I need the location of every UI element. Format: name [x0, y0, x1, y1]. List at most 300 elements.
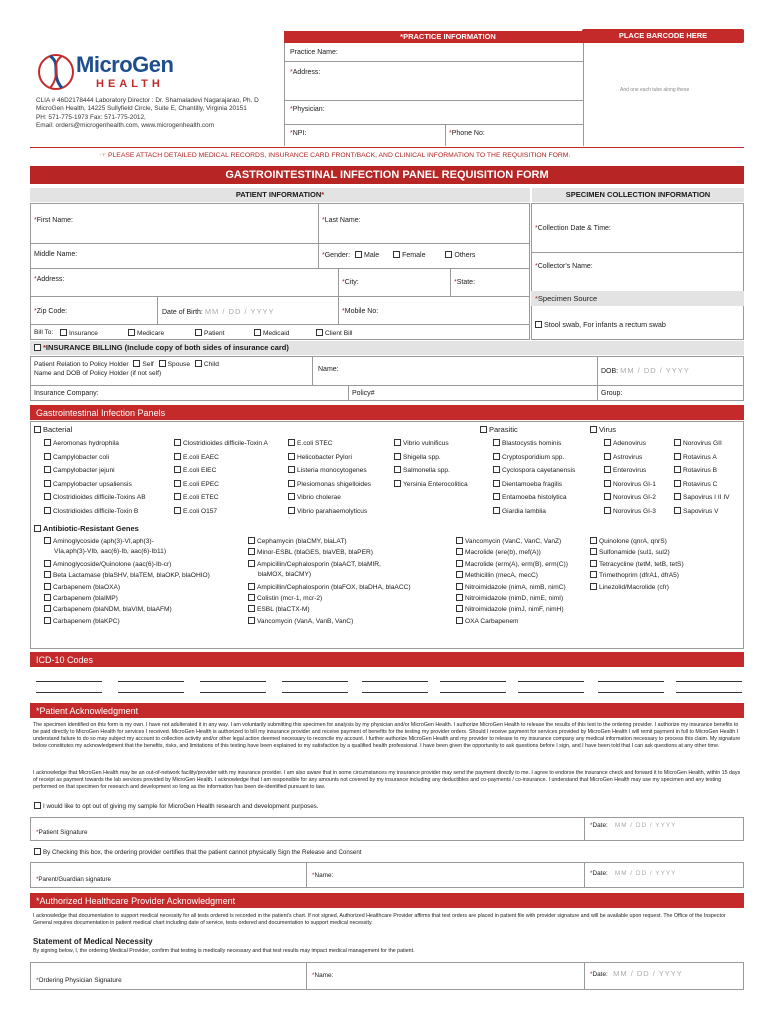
amr-group-checkbox[interactable]: Antibiotic-Resistant Genes	[34, 525, 139, 534]
option-label: Campylobacter jejuni	[53, 467, 115, 475]
checkbox[interactable]	[248, 537, 255, 544]
divider	[584, 862, 585, 888]
checkbox[interactable]	[674, 480, 681, 487]
option-label: Clostridioides difficile-Toxins AB	[53, 494, 146, 502]
checkbox[interactable]	[248, 617, 255, 624]
checkbox[interactable]	[44, 493, 51, 500]
option-label: Blastocystis hominis	[502, 440, 562, 447]
option-label: Ampicillin/Cephalosporin (blaACT, blaMIR,	[257, 560, 381, 568]
option-label: Cyclospora cayetanensis	[502, 467, 576, 475]
checkbox[interactable]	[394, 453, 401, 460]
panel-option[interactable]	[248, 594, 322, 603]
icd-code-line[interactable]	[518, 681, 584, 682]
insurance-name-label: Name:	[318, 366, 339, 373]
gender-others-checkbox[interactable]	[445, 251, 452, 258]
option-label: Rotavirus B	[683, 467, 718, 475]
panel-option[interactable]	[590, 583, 669, 592]
panel-option[interactable]	[674, 507, 719, 516]
panel-option[interactable]	[248, 537, 347, 546]
divider	[284, 124, 584, 125]
panel-option[interactable]	[674, 466, 717, 475]
dna-logo-icon	[36, 50, 76, 94]
panel-option[interactable]	[456, 537, 561, 546]
insurance-dob-field: DOB: MM / DD / YYYY	[601, 366, 690, 375]
divider	[30, 268, 530, 269]
icd-code-line[interactable]	[440, 681, 506, 682]
checkbox[interactable]	[456, 583, 463, 590]
option-label: Clostridioides difficile-Toxin B	[53, 508, 139, 515]
option-label: Macrolide (erm(A), erm(B), erm(C))	[465, 560, 568, 568]
option-label: Aminoglycoside/Quinolone (aac(6)-Ib-cr)	[53, 560, 172, 568]
panel-option[interactable]	[174, 507, 217, 516]
checkbox[interactable]	[394, 466, 401, 473]
option-label: Methicillin (mecA, mecC)	[465, 572, 538, 580]
bacterial-group-checkbox[interactable]: Bacterial	[34, 426, 72, 435]
panels-title: Gastrointestinal Infection Panels	[30, 405, 744, 420]
panel-option[interactable]	[288, 480, 371, 489]
panel-option[interactable]	[604, 439, 646, 448]
option-label: Sapovirus V	[683, 508, 719, 515]
option-label: E.coli EIEC	[183, 467, 217, 475]
lab-info-line: MicroGen Health, 14225 Sullyfield Circle, Suite E, Chantilly, Virginia 20151	[36, 105, 247, 113]
divider	[284, 61, 584, 62]
phone-label: *Phone No:	[449, 130, 485, 137]
panel-option[interactable]	[394, 480, 468, 489]
divider	[318, 203, 319, 243]
checkbox[interactable]	[44, 466, 51, 473]
gender-female-checkbox[interactable]	[393, 251, 400, 258]
panel-option[interactable]	[248, 617, 353, 626]
option-label: Adenovirus	[613, 440, 646, 447]
option-label: VIa,aph(3)-VIb, aac(6)-Ib, aac(6)-Ib11)	[54, 548, 167, 556]
checkbox[interactable]	[604, 439, 611, 446]
icd-code-line[interactable]	[440, 692, 506, 693]
panel-option[interactable]	[456, 571, 538, 580]
checkbox[interactable]	[456, 605, 463, 612]
panel-option[interactable]	[288, 466, 367, 475]
option-label: Carbapenem (blaIMP)	[53, 595, 118, 602]
patient-date-field: *Date: MM / DD / YYYY	[590, 822, 677, 829]
panel-option[interactable]	[44, 560, 171, 569]
panel-option[interactable]	[456, 605, 564, 614]
panel-option[interactable]	[44, 571, 210, 580]
panel-option[interactable]	[44, 594, 118, 603]
option-label: Clostridioides difficile-Toxin A	[183, 440, 268, 447]
panel-option[interactable]	[44, 466, 115, 475]
checkbox[interactable]	[493, 466, 500, 473]
option-label: Salmonella spp.	[403, 467, 450, 475]
option-label: Helicobacter Pylori	[297, 453, 352, 461]
option-label: E.coli EPEC	[183, 480, 219, 488]
icd-code-line[interactable]	[598, 692, 664, 693]
checkbox[interactable]	[288, 507, 295, 514]
option-label: Nitroimidazole (nimD, nimE, nimI)	[465, 595, 564, 602]
virus-group-checkbox[interactable]: Virus	[590, 426, 616, 435]
form-title: GASTROINTESTINAL INFECTION PANEL REQUISITION FORM	[30, 166, 744, 184]
city-label: *City:	[342, 279, 359, 286]
checkbox[interactable]	[456, 617, 463, 624]
npi-label: *NPI:	[290, 130, 307, 137]
provider-paragraph: I acknowledge that documentation to support medical necessity for all tests ordered is recorded in the patient's chart. If not signed, Authorized Healthcare Provider affirms that test orders are placed in patient file with provider signature and will be available upon request. The Office of the Inspector General requires documentation in patient medical chart including date of service, tests ordered and documentation to support medical necessity.	[33, 913, 726, 927]
panel-option[interactable]	[288, 507, 367, 516]
checkbox[interactable]	[248, 594, 255, 601]
option-label: blaMOX, blaCMY)	[258, 571, 312, 579]
option-label: Campylobacter coli	[53, 453, 110, 461]
panel-option[interactable]	[248, 583, 411, 592]
panel-option[interactable]	[174, 453, 219, 462]
icd-code-line[interactable]	[118, 681, 184, 682]
guardian-date-field: *Date: MM / DD / YYYY	[590, 870, 677, 877]
divider	[445, 124, 446, 146]
option-label: Plesiomonas shigelloides	[297, 480, 372, 488]
last-name-label: *Last Name:	[322, 217, 361, 224]
insurance-dob-placeholder[interactable]: MM / DD / YYYY	[620, 366, 690, 375]
divider	[30, 385, 744, 386]
checkbox[interactable]	[493, 507, 500, 514]
option-label: Rotavirus A	[683, 453, 717, 461]
gender-field: *Gender: Male Female Others	[322, 252, 476, 259]
panel-option[interactable]	[174, 480, 219, 489]
panel-option[interactable]	[288, 439, 333, 448]
panel-option[interactable]	[456, 560, 568, 569]
panel-option[interactable]	[590, 560, 684, 569]
checkbox[interactable]	[288, 453, 295, 460]
option-label: Cephamycin (blaCMY, blaLAT)	[257, 538, 347, 545]
checkbox[interactable]	[674, 507, 681, 514]
divider	[584, 962, 585, 990]
checkbox[interactable]	[590, 537, 597, 544]
panel-option[interactable]	[493, 493, 567, 502]
checkbox[interactable]	[174, 466, 181, 473]
divider	[306, 962, 307, 990]
panel-option[interactable]	[394, 453, 441, 462]
panel-option[interactable]	[590, 548, 670, 557]
option-label: Linezolid/Macrolide (cfr)	[599, 583, 669, 591]
checkbox[interactable]	[590, 548, 597, 555]
checkbox[interactable]	[590, 571, 597, 578]
ack-paragraph-2: I acknowledge that MicroGen Health may be an out-of-network facility/provider with my insurance provider. I am also aware that in some circumstances my insurance provider may send the payment directly to me. I agree to endorse the insurance check and forward it to MicroGen Health, within 15 days of receipt as payment towards the lab services provided by MicroGen Health. I acknowledge that I am responsible for any amounts not covered by my insurance including any deductibles and co-payments / co-insurance. I understand that MicroGen Health may use my specimen and any testing performed on that specimen for research and development so long as the information has been de-identified pursuant to law.	[33, 770, 741, 791]
checkbox[interactable]	[44, 594, 51, 601]
insurance-billing-option[interactable]: *INSURANCE BILLING (Include copy of both sides of insurance card)	[34, 344, 289, 353]
option-label: Aminoglycoside (aph(3)-VI,aph(3)-	[53, 538, 154, 545]
panel-option[interactable]	[590, 537, 667, 546]
option-label: Colistin (mcr-1, mcr-2)	[257, 595, 323, 602]
panel-option[interactable]	[394, 466, 450, 475]
checkbox[interactable]	[248, 583, 255, 590]
icd-code-line[interactable]	[200, 692, 266, 693]
option-label: E.coli O157	[183, 508, 218, 515]
checkbox[interactable]	[456, 571, 463, 578]
panel-option[interactable]	[604, 453, 642, 462]
checkbox[interactable]	[174, 439, 181, 446]
checkbox[interactable]	[456, 560, 463, 567]
option-label: Astrovirus	[613, 453, 643, 461]
checkbox[interactable]	[456, 537, 463, 544]
panel-option[interactable]	[604, 507, 656, 516]
lab-info	[36, 97, 259, 130]
option-label: Enterovirus	[613, 467, 647, 475]
checkbox[interactable]	[44, 583, 51, 590]
patient-info-title: PATIENT INFORMATION*	[30, 188, 530, 202]
relation-field: Patient Relation to Policy Holder Self Spouse Child	[34, 361, 219, 368]
checkbox[interactable]	[604, 507, 611, 514]
divider	[30, 147, 744, 148]
option-label: Rotavirus C	[683, 480, 718, 488]
option-label: Macrolide (ere(b), mef(A))	[465, 549, 541, 557]
opt-out-checkbox[interactable]: I would like to opt out of giving my sample for MicroGen Health research and development purposes.	[34, 802, 319, 810]
option-label: Norovirus GI-3	[613, 508, 656, 515]
checkbox[interactable]	[604, 480, 611, 487]
panel-option[interactable]	[44, 439, 119, 448]
panel-option[interactable]	[604, 493, 656, 502]
panel-option[interactable]	[44, 507, 138, 516]
checkbox[interactable]	[44, 507, 51, 514]
physician-date-placeholder[interactable]: MM / DD / YYYY	[613, 969, 683, 978]
panel-option[interactable]	[288, 493, 341, 502]
checkbox[interactable]	[288, 480, 295, 487]
divider	[348, 385, 349, 401]
panel-option[interactable]	[174, 466, 216, 475]
practice-name-label: Practice Name:	[290, 49, 338, 56]
option-label: Minor-ESBL (blaGES, blaVEB, blaPER)	[257, 549, 373, 557]
panel-option[interactable]	[44, 617, 120, 626]
relation-spouse-checkbox[interactable]	[159, 360, 166, 367]
panel-option[interactable]	[590, 571, 679, 580]
bill-medicare-option[interactable]: Medicare	[128, 329, 164, 338]
checkbox[interactable]	[674, 493, 681, 500]
panel-option[interactable]	[674, 493, 730, 502]
option-label: Shigella spp.	[403, 453, 441, 461]
checkbox[interactable]	[456, 594, 463, 601]
panel-option[interactable]	[456, 583, 566, 592]
patient-signature-label: *Patient Signature	[36, 829, 88, 836]
checkbox[interactable]	[288, 466, 295, 473]
physician-label: *Physician:	[290, 106, 325, 113]
checkbox[interactable]	[174, 507, 181, 514]
option-label: Yersinia Enterocolitica	[403, 480, 468, 488]
checkbox[interactable]	[456, 548, 463, 555]
bill-patient-option[interactable]: Patient	[195, 329, 225, 338]
panel-option[interactable]	[44, 453, 109, 462]
panel-option[interactable]	[456, 617, 519, 626]
checkbox[interactable]	[288, 439, 295, 446]
bill-medicaid-option[interactable]: Medicaid	[254, 329, 289, 338]
panel-option[interactable]	[174, 439, 268, 448]
panel-option[interactable]	[44, 480, 132, 489]
bill-client-option[interactable]: Client Bill	[316, 329, 352, 338]
physician-date-field: *Date: MM / DD / YYYY	[590, 969, 683, 978]
icd-code-line[interactable]	[282, 692, 348, 693]
necessity-text: By signing below, I, the ordering Medical Provider, confirm that testing is medically necessary and that test results may impact medical management for the patient.	[33, 948, 415, 954]
divider	[318, 243, 319, 268]
panel-option[interactable]	[44, 493, 146, 502]
checkbox[interactable]	[590, 560, 597, 567]
logo-main: MicroGen	[76, 52, 174, 77]
middle-name-label: Middle Name:	[34, 251, 78, 258]
checkbox[interactable]	[248, 605, 255, 612]
insurance-company-label: Insurance Company:	[34, 390, 99, 397]
divider	[450, 268, 451, 296]
panel-option[interactable]	[456, 594, 563, 603]
option-label: Dientamoeba fragilis	[502, 480, 563, 488]
option-label: E.coli EAEC	[183, 453, 219, 461]
panel-option[interactable]	[493, 453, 564, 462]
checkbox[interactable]	[288, 493, 295, 500]
icd-title: ICD-10 Codes	[30, 652, 744, 667]
checkbox[interactable]	[44, 480, 51, 487]
option-label: Giardia lamblia	[502, 508, 546, 515]
divider	[30, 243, 530, 244]
panel-option[interactable]	[674, 453, 717, 462]
dob-field: Date of Birth: MM / DD / YYYY	[162, 307, 275, 316]
panel-option[interactable]	[44, 605, 172, 614]
option-label: Vancomycin (VanC, VanC, VanZ)	[465, 538, 562, 545]
icd-code-line[interactable]	[36, 692, 102, 693]
option-label: Vibrio cholerae	[297, 494, 341, 502]
collector-name-label: *Collector's Name:	[535, 263, 593, 270]
divider	[597, 356, 598, 401]
checkbox[interactable]	[493, 480, 500, 487]
panel-option[interactable]	[493, 466, 575, 475]
checkbox[interactable]	[394, 439, 401, 446]
divider	[531, 252, 744, 253]
panel-option[interactable]	[288, 453, 352, 462]
checkbox[interactable]	[44, 560, 51, 567]
icd-code-line[interactable]	[282, 681, 348, 682]
checkbox[interactable]	[248, 548, 255, 555]
stool-swab-option[interactable]: Stool swab, For infants a rectum swab	[535, 321, 666, 329]
lab-info-line: Email: orders@microgenhealth.com, www.microgenhealth.com	[36, 121, 215, 129]
icd-code-line[interactable]	[362, 692, 428, 693]
checkbox[interactable]	[174, 480, 181, 487]
panel-option[interactable]	[248, 605, 310, 614]
checkbox[interactable]	[604, 493, 611, 500]
icd-code-line[interactable]	[362, 681, 428, 682]
barcode-note: And one each tube along these	[620, 87, 690, 93]
option-label: OXA Carbapenem	[465, 617, 519, 625]
checkbox[interactable]	[44, 537, 51, 544]
checkbox[interactable]	[604, 466, 611, 473]
checkbox[interactable]	[674, 439, 681, 446]
option-label: Aeromonas hydrophila	[53, 440, 119, 447]
checkbox[interactable]	[674, 466, 681, 473]
option-label: Sulfonamide (sul1, sul2)	[599, 549, 670, 557]
checkbox[interactable]	[44, 617, 51, 624]
checkbox[interactable]	[44, 453, 51, 460]
panel-option[interactable]	[493, 507, 546, 516]
checkbox[interactable]	[590, 583, 597, 590]
divider	[157, 296, 158, 324]
panel-option[interactable]	[674, 439, 722, 448]
address-label: *Address:	[290, 69, 321, 76]
relation-self-checkbox[interactable]	[133, 360, 140, 367]
checkbox[interactable]	[394, 480, 401, 487]
panel-option[interactable]	[493, 480, 562, 489]
zip-label: *Zip Code:	[34, 308, 68, 315]
panel-option[interactable]	[174, 493, 219, 502]
panel-option[interactable]	[44, 583, 120, 592]
icd-code-line[interactable]	[518, 692, 584, 693]
state-label: *State:	[454, 279, 476, 286]
relation-child-checkbox[interactable]	[195, 360, 202, 367]
panel-option[interactable]	[248, 560, 381, 569]
source-title: *Specimen Source	[535, 294, 598, 303]
option-label: Vibrio vulnificus	[403, 440, 449, 447]
logo	[30, 48, 270, 98]
checkbox[interactable]	[493, 439, 500, 446]
icd-code-line[interactable]	[598, 681, 664, 682]
divider	[338, 268, 339, 296]
option-label: E.coli ETEC	[183, 494, 219, 502]
checkbox[interactable]	[604, 453, 611, 460]
icd-code-line[interactable]	[676, 692, 742, 693]
checkbox[interactable]	[174, 493, 181, 500]
option-label: Sapovirus I II IV	[683, 494, 730, 502]
option-label: Campylobacter upsaliensis	[53, 480, 132, 488]
panel-option[interactable]	[248, 548, 373, 557]
dob-placeholder[interactable]: MM / DD / YYYY	[204, 307, 275, 316]
icd-code-line[interactable]	[36, 681, 102, 682]
option-label: Quinolone (qnrA, qnrS)	[599, 538, 667, 545]
guardian-signature-label: *Parent/Guardian signature	[36, 876, 111, 883]
panel-option[interactable]	[44, 537, 154, 546]
checkbox[interactable]	[174, 453, 181, 460]
option-label: Tetracycline (tetM, tetB, tetS)	[599, 560, 684, 568]
checkbox[interactable]	[493, 493, 500, 500]
checkbox[interactable]	[44, 439, 51, 446]
option-label: Norovirus GI-2	[613, 494, 656, 502]
divider	[338, 296, 339, 324]
name-dob-label: Name and DOB of Policy Holder (if not self)	[34, 370, 162, 377]
parasitic-group-checkbox[interactable]: Parasitic	[480, 426, 518, 435]
panel-option	[54, 548, 166, 556]
panel-option	[258, 571, 311, 579]
icd-code-line[interactable]	[118, 692, 184, 693]
collection-date-label: *Collection Date & Time:	[535, 225, 611, 232]
patient-date-placeholder[interactable]: MM / DD / YYYY	[614, 822, 677, 829]
checkbox[interactable]	[674, 453, 681, 460]
checkbox[interactable]	[248, 560, 255, 567]
attach-notice: ☞ PLEASE ATTACH DETAILED MEDICAL RECORDS, INSURANCE CARD FRONT/BACK, AND CLINICAL INFORMATION TO THE REQUISITION FORM.	[100, 152, 571, 159]
gender-male-checkbox[interactable]	[355, 251, 362, 258]
panel-option[interactable]	[394, 439, 449, 448]
panel-option[interactable]	[493, 439, 561, 448]
option-label: ESBL (blaCTX-M)	[257, 606, 310, 614]
ack-paragraph-1: The specimen identified on this form is my own. I have not adulterated it in any way. I am voluntarily submitting this specimen for analysis by my physician and/or MicroGen Health. I authorize MicroGen Health to release the results of this test to the ordering provider. I authorize my insurance benefits to be paid directly to MicroGen Health for services I received. MicroGen Health is authorized to bill my insurance provider and receive payment of benefits for the testing my provider orders. Should I receive payment for services provided by MicroGen Health I will remit payment in full to MicroGen Health I understand failure to do so may subject my account to collection activity and/or other legal action deemed necessary to reconcile my account. I further authorize MicroGen Health and my provider to release to my insurance company any medical information necessary to process this claim. My signature below constitutes my acknowledgment that the benefits, risks, and limitations of this testing have been explained to my satisfaction by a qualified health professional. I have been given the opportunity to ask questions before I sign, and I have been told that I can ask questions at any other time.	[33, 722, 741, 750]
icd-code-line[interactable]	[676, 681, 742, 682]
option-label: E.coli STEC	[297, 440, 333, 447]
icd-code-line[interactable]	[200, 681, 266, 682]
checkbox[interactable]	[493, 453, 500, 460]
physician-name-label: *Name:	[312, 972, 334, 979]
mobile-label: *Mobile No:	[342, 308, 379, 315]
option-label: Carbapenem (blaNDM, blaVIM, blaAFM)	[53, 606, 172, 614]
bill-insurance-option[interactable]: Insurance	[60, 329, 98, 338]
option-label: Entamoeba histolytica	[502, 494, 567, 502]
divider	[306, 862, 307, 888]
checkbox[interactable]	[44, 571, 51, 578]
panel-option[interactable]	[604, 466, 646, 475]
first-name-label: *First Name:	[34, 217, 73, 224]
panel-option[interactable]	[604, 480, 656, 489]
bill-to-label: Bill To:	[34, 329, 54, 336]
panel-option[interactable]	[456, 548, 541, 557]
cannot-sign-checkbox[interactable]: By Checking this box, the ordering provider certifies that the patient cannot physically Sign the Release and Consent	[34, 848, 362, 856]
checkbox[interactable]	[44, 605, 51, 612]
panel-option[interactable]	[674, 480, 717, 489]
divider	[584, 817, 585, 841]
guardian-date-placeholder[interactable]: MM / DD / YYYY	[614, 870, 677, 877]
